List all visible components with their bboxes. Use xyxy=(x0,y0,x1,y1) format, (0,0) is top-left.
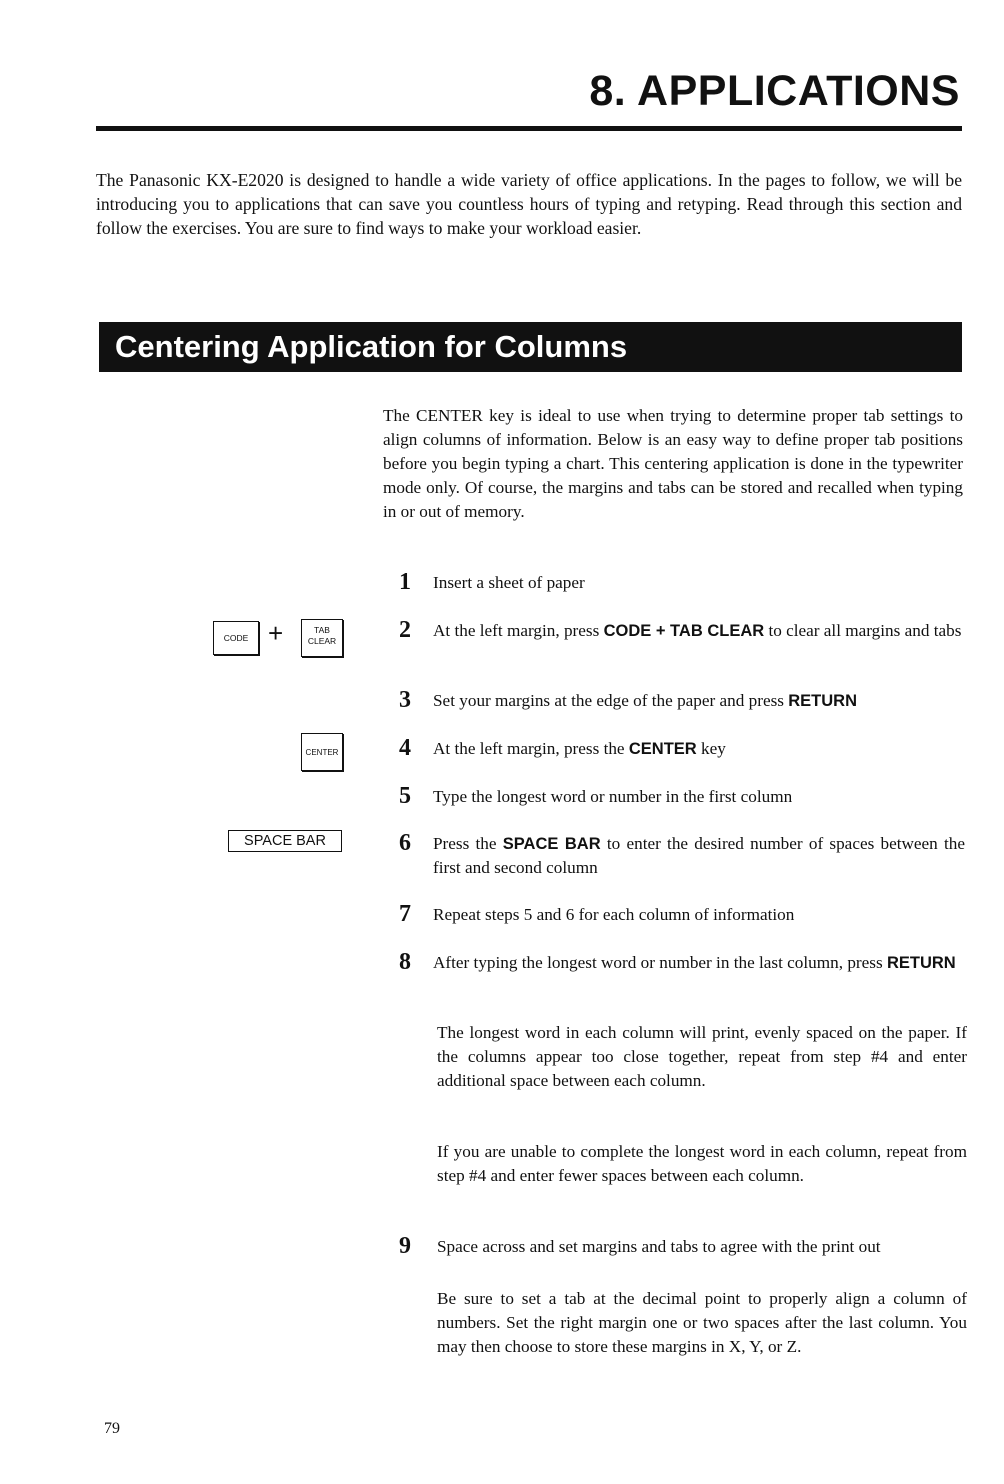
step-number: 4 xyxy=(399,735,411,761)
tab-clear-key-icon xyxy=(301,619,343,657)
space-bar-key-label: SPACE BAR xyxy=(244,833,326,849)
step-text: Type the longest word or number in the first column xyxy=(433,787,793,806)
intro-paragraph: The Panasonic KX-E2020 is designed to handle a wide variety of office applications. In the pages to follow, we will be introducing you to applications that can save you countless hours of typing and retyping. Read through this section and follow the exercises. You are sure to find ways to make your workload easier. xyxy=(96,170,962,238)
code-key-label: CODE xyxy=(223,633,249,643)
step-text: Space across and set margins and tabs to agree with the print out xyxy=(437,1237,881,1256)
chapter-rule xyxy=(96,126,962,131)
step-number: 5 xyxy=(399,783,411,809)
section-banner xyxy=(99,322,962,372)
step-number: 6 xyxy=(399,830,411,856)
step-text: Repeat steps 5 and 6 for each column of information xyxy=(433,905,795,924)
step-number: 1 xyxy=(399,569,411,595)
step-text: Set your margins at the edge of the paper and press RETURN xyxy=(433,691,858,710)
clear-key-label: CLEAR xyxy=(307,636,337,646)
space-bar-key-icon xyxy=(228,830,342,852)
page-number: 79 xyxy=(104,1420,120,1437)
step-number: 8 xyxy=(399,949,411,975)
step-text: Insert a sheet of paper xyxy=(433,573,585,592)
center-key-icon xyxy=(301,733,343,771)
section-lead-paragraph: The CENTER key is ideal to use when trying to determine proper tab settings to align columns of information. Below is an easy way to define proper tab positions before you begin typing a chart. This centering application is done in the typewriter mode only. Of course, the margins and tabs can be stored and recalled when typing in or out of memory. xyxy=(383,406,963,521)
step-text: At the left margin, press CODE + TAB CLEAR to clear all margins and tabs xyxy=(433,621,962,640)
step-number: 9 xyxy=(399,1233,411,1259)
tab-key-label: TAB xyxy=(314,625,330,635)
step9-note-paragraph: Be sure to set a tab at the decimal point to properly align a column of numbers. Set the right margin one or two spaces after the last column. You may then choose to store these margins in X, Y, or Z. xyxy=(437,1289,967,1356)
step-number: 3 xyxy=(399,687,411,713)
step8-note-paragraph: If you are unable to complete the longest word in each column, repeat from step #4 and enter fewer spaces between each column. xyxy=(437,1142,967,1185)
step8-note-paragraph: The longest word in each column will print, evenly spaced on the paper. If the columns appear too close together, repeat from step #4 and enter additional space between each column. xyxy=(437,1023,967,1090)
chapter-title: 8. APPLICATIONS xyxy=(589,67,960,115)
keyword: SPACE BAR xyxy=(502,835,601,853)
step-number: 2 xyxy=(399,617,411,643)
step-text: At the left margin, press the CENTER key xyxy=(433,739,726,758)
keyword: RETURN xyxy=(886,954,956,972)
plus-sign: + xyxy=(268,618,284,648)
step-text: After typing the longest word or number in the last column, press RETURN xyxy=(433,953,956,972)
step-text: Press the SPACE BAR to enter the desired number of spaces between the first and second column xyxy=(433,834,965,877)
section-title: Centering Application for Columns xyxy=(115,329,628,364)
center-key-label: CENTER xyxy=(305,747,339,757)
keyword: CENTER xyxy=(628,740,697,758)
step-number: 7 xyxy=(399,901,411,927)
keyword: RETURN xyxy=(788,692,858,710)
code-key-icon xyxy=(213,621,259,655)
keyword: CODE + TAB CLEAR xyxy=(603,622,765,640)
